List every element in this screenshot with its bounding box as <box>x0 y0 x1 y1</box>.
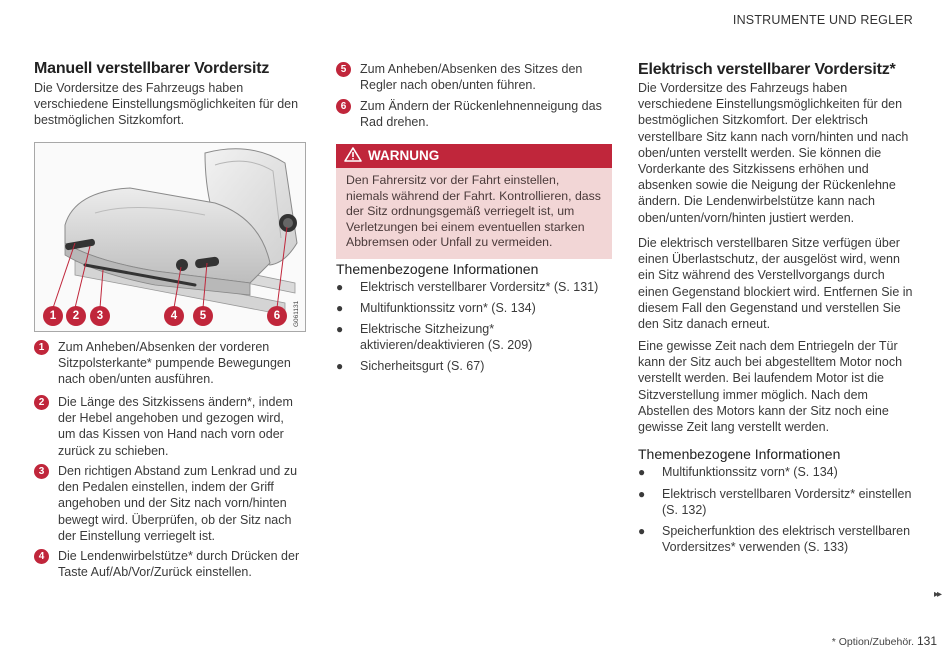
list-item-5 <box>336 61 612 93</box>
manual-seat-heading: Manuell verstellbarer Vordersitz <box>34 60 270 77</box>
bullet-icon: ● <box>336 301 344 315</box>
figure-marker-3: 3 <box>90 306 110 326</box>
related-link-text-2[interactable]: Multifunktionssitz vorn* (S. 134) <box>360 301 536 315</box>
bullet-icon: ● <box>638 465 646 479</box>
item-text-3: Den richtigen Abstand zum Lenkrad und zu den Pedalen einstellen, indem der Griff angehoben und der Sitz nach vorn/hinten bewegt wird. Überprüfen, ob der Sitz nach der Einstellung verriegelt ist. <box>58 464 298 543</box>
figure-code: G061131 <box>293 300 300 327</box>
item-text-1: Zum Anheben/Absenken der vorderen Sitzpolsterkante* pumpende Bewegungen nach oben/unten ausführen. <box>58 340 291 387</box>
number-badge-2: 2 <box>34 395 49 410</box>
section-header: INSTRUMENTE UND REGLER <box>732 13 913 27</box>
list-item-2 <box>34 394 304 459</box>
bullet-icon: ● <box>638 487 646 501</box>
electric-seat-para-2: Die elektrisch verstellbaren Sitze verfügen über einen Überlastschutz, der ausgelöst wird, wenn ein Sitz während des Verstellvorgangs durch einen Gegenstand blockiert wird. Entfernen Sie in diesem Fall den Gegenstand und verstellen Sie den Sitz danach erneut. <box>638 236 913 332</box>
warning-title: WARNUNG <box>368 148 440 163</box>
related-link-r1[interactable] <box>638 464 914 480</box>
figure-marker-5: 5 <box>193 306 213 326</box>
item-text-6: Zum Ändern der Rückenlehnenneigung das Rad drehen. <box>360 99 602 130</box>
electric-seat-para-3: Eine gewisse Zeit nach dem Entriegeln der Tür kann der Sitz auch bei abgestelltem Motor noch verstellt werden. Bei laufendem Motor ist die Sitzverstellung immer möglich. Nach dem Abstellen des Motors kann der Sitz noch eine gewisse Zeit lang verstellt werden. <box>638 339 903 435</box>
related-link-text-r1[interactable]: Multifunktionssitz vorn* (S. 134) <box>662 465 838 479</box>
warning-box <box>336 144 612 259</box>
warning-header <box>336 144 612 168</box>
item-text-4: Die Lendenwirbelstütze* durch Drücken der Taste Auf/Ab/Vor/Zurück einstellen. <box>58 549 300 580</box>
related-link-4[interactable] <box>336 358 612 374</box>
list-item-3 <box>34 463 304 544</box>
item-text-5: Zum Anheben/Absenken des Sitzes den Regler nach oben/unten führen. <box>360 62 583 93</box>
figure-code-graphic <box>291 289 301 329</box>
related-link-text-3[interactable]: Elektrische Sitzheizung* aktivieren/deaktivieren (S. 209) <box>360 322 533 353</box>
manual-seat-intro: Die Vordersitze des Fahrzeugs haben verschiedene Einstellungsmöglichkeiten für den bestmöglichen Sitzkomfort. <box>34 81 299 128</box>
bullet-icon: ● <box>336 322 344 336</box>
number-badge-6: 6 <box>336 99 351 114</box>
footnote: * Option/Zubehör. <box>831 636 914 648</box>
seat-drawing <box>35 143 305 331</box>
warning-triangle-icon <box>344 147 362 162</box>
list-item-1 <box>34 339 304 388</box>
warning-text: Den Fahrersitz vor der Fahrt einstellen, niemals während der Fahrt. Kontrollieren, dass der Sitz ordnungsgemäß verriegelt ist, um Verletzungen bei einem eventuellen starken Abbremsen oder Unfall zu vermeiden. <box>336 168 612 259</box>
electric-seat-para-1: Die Vordersitze des Fahrzeugs haben verschiedene Einstellungsmöglichkeiten für den bestmöglichen Sitzkomfort. Der elektrisch verstellbare Sitz kann nach vorn/hinten und nach oben/unten verstellt werden. Sie können die Vorderkante des Sitzkissens erhöhen und absenken sowie die Neigung der Rückenlehne ändern. Die Lendenwirbelstütze kann nach oben/unten/vorn/hinten justiert werden. <box>638 81 909 225</box>
related-link-1[interactable] <box>336 279 612 295</box>
figure-marker-2: 2 <box>66 306 86 326</box>
bullet-icon: ● <box>336 359 344 373</box>
related-link-text-r2[interactable]: Elektrisch verstellbaren Vordersitz* einstellen (S. 132) <box>662 487 912 518</box>
list-item-6 <box>336 98 612 130</box>
related-link-r3[interactable] <box>638 523 914 555</box>
related-info-heading-right: Themenbezogene Informationen <box>638 446 841 462</box>
figure-marker-1: 1 <box>43 306 63 326</box>
number-badge-3: 3 <box>34 464 49 479</box>
number-badge-1: 1 <box>34 340 49 355</box>
related-link-r2[interactable] <box>638 486 914 518</box>
related-info-heading: Themenbezogene Informationen <box>336 261 539 277</box>
item-text-2: Die Länge des Sitzkissens ändern*, indem der Hebel angehoben und gezogen wird, um das Kissen von Hand nach vorn oder zurück zu schieben. <box>58 395 293 458</box>
related-link-text-4[interactable]: Sicherheitsgurt (S. 67) <box>360 359 485 373</box>
related-link-2[interactable] <box>336 300 612 316</box>
related-link-text-r3[interactable]: Speicherfunktion des elektrisch verstellbaren Vordersitzes* verwenden (S. 133) <box>662 524 911 555</box>
number-badge-4: 4 <box>34 549 49 564</box>
bullet-icon: ● <box>336 280 344 294</box>
page-number: 131 <box>916 634 937 648</box>
number-badge-5: 5 <box>336 62 351 77</box>
electric-seat-heading: Elektrisch verstellbarer Vordersitz* <box>638 61 896 78</box>
bullet-icon: ● <box>638 524 646 538</box>
seat-illustration <box>34 142 306 332</box>
related-link-text-1[interactable]: Elektrisch verstellbarer Vordersitz* (S. 131) <box>360 280 599 294</box>
related-link-3[interactable] <box>336 321 612 353</box>
continue-arrow-icon: ▸▸ <box>933 589 940 600</box>
figure-marker-4: 4 <box>164 306 184 326</box>
list-item-4 <box>34 548 304 580</box>
figure-marker-6: 6 <box>267 306 287 326</box>
